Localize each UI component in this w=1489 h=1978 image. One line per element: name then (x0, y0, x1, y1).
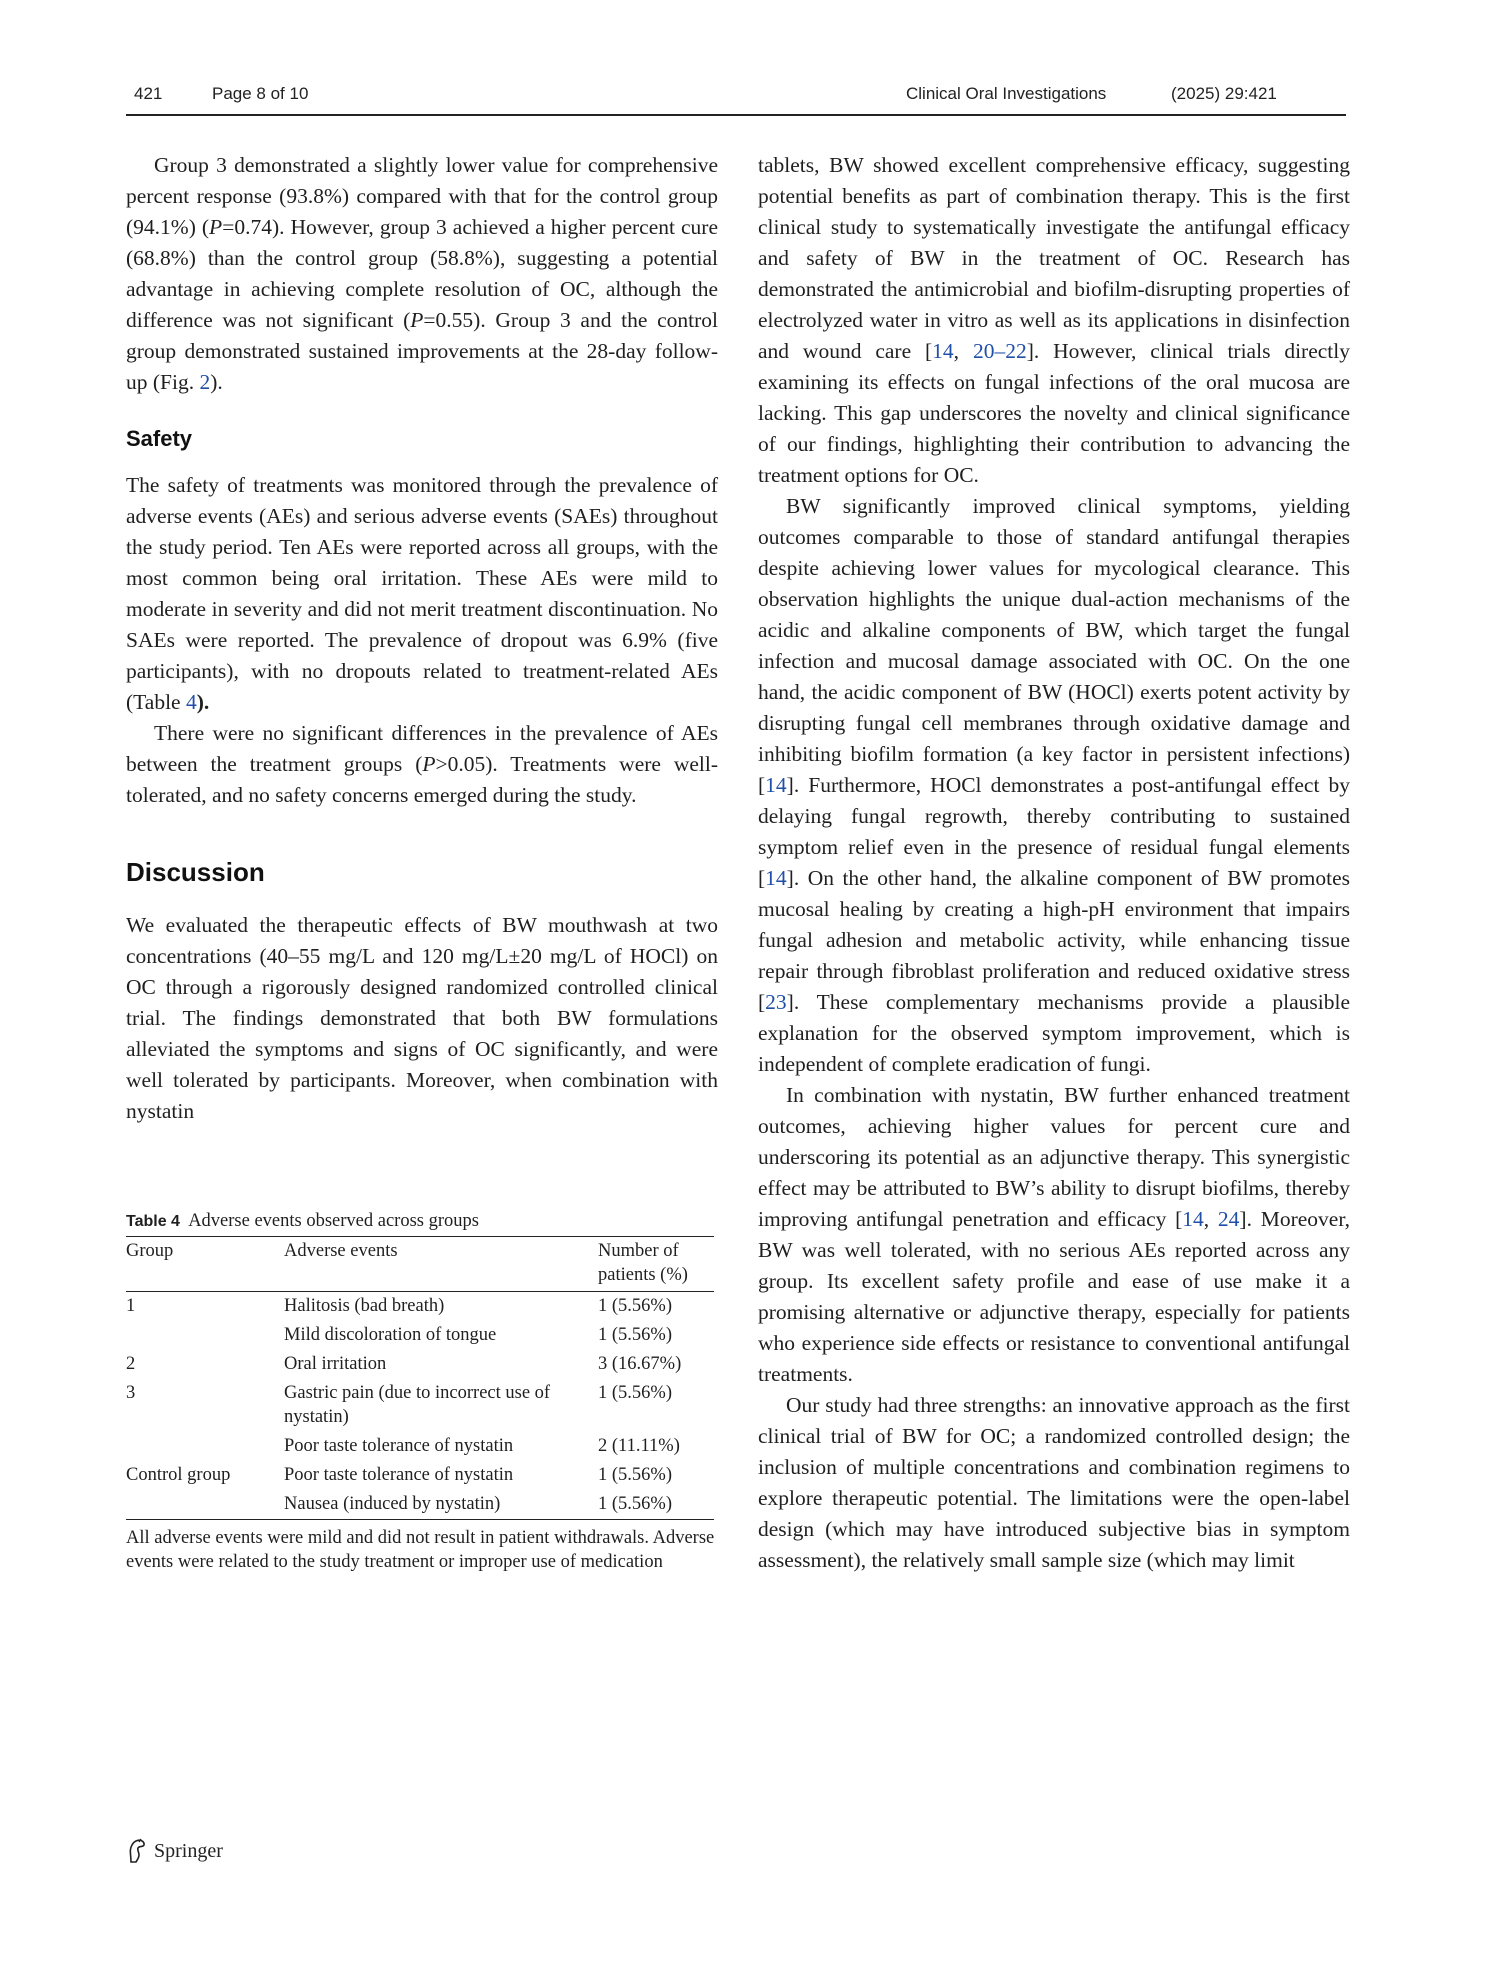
journal-name: Clinical Oral Investigations (906, 84, 1107, 103)
citation-link[interactable]: 20–22 (972, 339, 1027, 363)
column-header: Adverse events (284, 1237, 598, 1292)
table-title: Adverse events observed across groups (188, 1211, 479, 1231)
figure-link[interactable]: 2 (199, 370, 211, 394)
citation-link[interactable]: 14 (1182, 1207, 1204, 1231)
safety-paragraph: The safety of treatments was monitored through the prevalence of adverse events (AEs) and serious adverse events (SAEs) throughout the study period. Ten AEs were reported across all groups, with the most common being oral irritation. These AEs were mild to moderate in severity and did not merit treatment discontinuation. No SAEs were reported. The prevalence of dropout was 6.9% (five participants), with no dropouts related to treatment-related AEs (Table 4). (126, 473, 718, 714)
journal-citation: (2025) 29:421 (1171, 84, 1277, 103)
table-link[interactable]: 4 (185, 690, 197, 714)
running-header (126, 80, 1346, 116)
table-cell: Gastric pain (due to incorrect use of nystatin) (284, 1383, 551, 1427)
table-cell: 3 (126, 1383, 136, 1403)
table-cell: 1 (5.56%) (598, 1325, 672, 1345)
header-rule (126, 114, 1346, 116)
discussion-paragraph: We evaluated the therapeutic effects of BW mouthwash at two concentrations (40–55 mg/L and 120 mg/L±20 mg/L of HOCl) on OC through a rigorously designed randomized controlled clinical trial. The findings demonstrated that both BW formulations alleviated the symptoms and signs of OC significantly, and were well tolerated by participants. Moreover, when combination with nystatin (126, 913, 718, 1123)
table-cell: 2 (126, 1354, 136, 1374)
table-cell: 3 (16.67%) (598, 1354, 682, 1374)
mechanism-paragraph: BW significantly improved clinical symptoms, yielding outcomes comparable to those of standard antifungal therapies despite achieving lower values for mycological clearance. This observation highlights the unique dual-action mechanisms of the acidic and alkaline components of BW, which target the fungal infection and mucosal damage associated with OC. On the one hand, the acidic component of BW (HOCl) exerts potent activity by disrupting fungal cell membranes through oxidative damage and inhibiting biofilm formation (a key factor in persistent infections) [14]. Furthermore, HOCl demonstrates a post-antifungal effect by delaying fungal regrowth, thereby contributing to sustained symptom relief even in the presence of residual fungal elements [14]. On the other hand, the alkaline component of BW promotes mucosal healing by creating a high-pH environment that impairs fungal adhesion and metabolic activity, while enhancing tissue repair through fibroblast proliferation and reduced oxidative stress [23]. These complementary mechanisms provide a plausible explanation for the observed symptom improvement, which is independent of complete eradication of fungi. (758, 494, 1350, 1076)
table-label: Table 4 (126, 1213, 180, 1230)
table-row (126, 1292, 714, 1322)
table-cell (126, 1490, 284, 1520)
citation-link[interactable]: 14 (932, 339, 954, 363)
table-cell: 1 (5.56%) (598, 1296, 672, 1316)
safety-heading: Safety (126, 426, 193, 451)
table-row (126, 1490, 714, 1520)
publisher-name: Springer (154, 1839, 223, 1862)
citation-link[interactable]: 24 (1217, 1207, 1240, 1231)
table-row (126, 1461, 714, 1490)
citation-link[interactable]: 14 (765, 773, 787, 797)
table-cell: 1 (5.56%) (598, 1465, 672, 1485)
table-cell: Control group (126, 1465, 231, 1485)
table-row (126, 1350, 714, 1379)
table-cell: Oral irritation (284, 1354, 387, 1374)
table-header-row (126, 1237, 714, 1292)
table-cell: Poor taste tolerance of nystatin (284, 1436, 514, 1456)
table-row (126, 1379, 714, 1432)
results-paragraph: Group 3 demonstrated a slightly lower value for comprehensive percent response (93.8%) compared with that for the control group (94.1%) (P=0.74). However, group 3 achieved a higher percent cure (68.8%) than the control group (58.8%), suggesting a potential advantage in achieving complete resolution of OC, although the difference was not significant (P=0.55). Group 3 and the control group demonstrated sustained improvements at the 28-day follow-up (Fig. 2). (126, 153, 718, 394)
table-cell: 2 (11.11%) (598, 1436, 680, 1456)
citation-link[interactable]: 23 (765, 990, 787, 1014)
discussion-heading: Discussion (126, 857, 265, 887)
publisher-footer (126, 1836, 223, 1866)
left-column (126, 150, 718, 1574)
table-cell (126, 1432, 284, 1461)
strengths-paragraph: Our study had three strengths: an innovative approach as the first clinical trial of BW for OC; a randomized controlled design; the inclusion of multiple concentrations and combination regimens to explore therapeutic potential. The limitations were the open-label design (which may have introduced subjective bias in symptom assessment), the relatively small sample size (which may limit (758, 1393, 1350, 1572)
discussion-paragraph-continued: tablets, BW showed excellent comprehensive efficacy, suggesting potential benefits as part of combination therapy. This is the first clinical study to systematically investigate the antifungal efficacy and safety of BW in the treatment of OC. Research has demonstrated the antimicrobial and biofilm-disrupting properties of electrolyzed water in vitro as well as its applications in disinfection and wound care [14, 20–22]. However, clinical trials directly examining its effects on fungal infections of the oral mucosa are lacking. This gap underscores the novelty and clinical significance of our findings, highlighting their contribution to advancing the treatment options for OC. (758, 153, 1350, 487)
adverse-events-table (126, 1236, 714, 1520)
page-number: 421 (134, 84, 163, 103)
citation-link[interactable]: 14 (765, 866, 787, 890)
table-cell: Nausea (induced by nystatin) (284, 1494, 501, 1514)
table-row (126, 1321, 714, 1350)
page-label: Page 8 of 10 (212, 84, 309, 103)
safety-paragraph-2: There were no significant differences in the prevalence of AEs between the treatment groups (P>0.05). Treatments were well-tolerated, and no safety concerns emerged during the study. (126, 721, 719, 807)
column-header: Group (126, 1237, 284, 1292)
table-cell: 1 (5.56%) (598, 1494, 672, 1514)
table-cell: Halitosis (bad breath) (284, 1296, 445, 1316)
table-caption (126, 1209, 718, 1234)
column-header: Number of patients (%) (598, 1237, 714, 1292)
table-cell: 1 (5.56%) (598, 1383, 672, 1403)
table-cell: Mild discoloration of tongue (284, 1325, 497, 1345)
table-row (126, 1432, 714, 1461)
table-footnote: All adverse events were mild and did not result in patient withdrawals. Adverse events were related to the study treatment or improper use of medication (126, 1528, 715, 1572)
table-cell: Poor taste tolerance of nystatin (284, 1465, 514, 1485)
table-cell (126, 1321, 284, 1350)
springer-horse-icon (126, 1838, 148, 1864)
right-column (758, 150, 1350, 1576)
table-cell: 1 (126, 1296, 136, 1316)
combination-paragraph: In combination with nystatin, BW further enhanced treatment outcomes, achieving higher values for percent cure and underscoring its potential as an adjunctive therapy. This synergistic effect may be attributed to BW’s ability to disrupt biofilms, thereby improving antifungal penetration and efficacy [14, 24]. Moreover, BW was well tolerated, with no serious AEs reported across any group. Its excellent safety profile and ease of use make it a promising alternative or adjunctive therapy, especially for patients who experience side effects or resistance to conventional antifungal treatments. (758, 1083, 1351, 1386)
